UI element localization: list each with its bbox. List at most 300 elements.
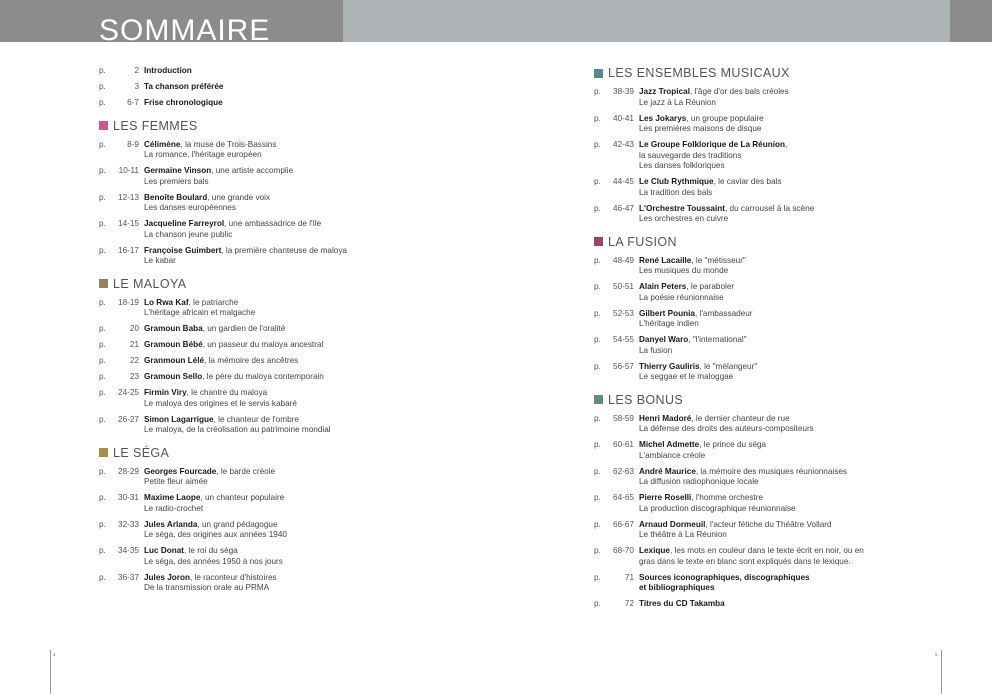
page-prefix: p. — [99, 166, 106, 175]
page-prefix: p. — [99, 466, 106, 476]
entry-description: , une ambassadrice de l'Ile — [224, 219, 322, 228]
entry-subtitle: Le kabar — [144, 256, 176, 265]
page-prefix: p. — [594, 466, 601, 476]
page-number: 6-7 — [127, 98, 139, 107]
entry-description: , du carrousel à la scène — [724, 203, 815, 213]
entry-subtitle: L'ambiance créole — [639, 450, 706, 460]
page-prefix: p. — [594, 599, 601, 608]
toc-entry-page — [99, 546, 144, 567]
page-number: 71 — [624, 572, 634, 582]
toc-entry — [99, 415, 479, 436]
page-prefix: p. — [594, 335, 601, 344]
page-number: 20 — [129, 324, 139, 333]
entry-description: , le dernier chanteur de rue — [691, 413, 790, 423]
page-prefix: p. — [99, 219, 106, 228]
toc-entry-page — [594, 573, 639, 594]
toc-entry-page — [594, 362, 639, 383]
page-number: 60-61 — [613, 440, 634, 449]
toc-entry-text — [144, 166, 479, 187]
entry-title: René Lacaille — [639, 255, 692, 265]
page-number: 18-19 — [118, 297, 139, 307]
entry-subtitle: Les orchestres en cuivre — [639, 214, 729, 223]
toc-entry-page — [594, 204, 639, 225]
entry-title: Le Club Rythmique — [639, 177, 714, 186]
entry-subtitle: Petite fleur aimée — [144, 477, 208, 486]
entry-description: , le chanteur de l'ombre — [213, 414, 299, 424]
page-prefix: p. — [99, 245, 106, 255]
section-heading-fusion: LA FUSION — [594, 235, 974, 249]
toc-entry — [594, 87, 974, 108]
page-number: 2 — [134, 66, 139, 75]
entry-title: Pierre Roselli — [639, 493, 692, 502]
toc-entry-text — [639, 520, 974, 541]
toc-entry-text — [639, 362, 974, 383]
toc-entry — [594, 177, 974, 198]
toc-entry-text — [639, 467, 974, 488]
entry-description: , le raconteur d'histoires — [189, 572, 277, 582]
entry-title: Georges Fourcade — [144, 466, 217, 476]
entry-title: Sources iconographiques, discographiques — [639, 572, 810, 582]
section-marker-icon — [594, 395, 603, 404]
entry-title: Luc Donat — [144, 546, 185, 555]
toc-entry-text — [144, 493, 479, 514]
toc-entry-text — [144, 467, 479, 488]
page-number: 32-33 — [118, 519, 139, 529]
toc-entry-text — [639, 599, 974, 610]
entry-title: Benoîte Boulard — [144, 192, 208, 202]
toc-entry-text — [639, 140, 974, 172]
page-prefix: p. — [99, 98, 106, 107]
toc-entry-page — [99, 356, 144, 367]
toc-entry — [99, 82, 479, 93]
toc-entry-text — [144, 372, 479, 383]
page-number: 42-43 — [613, 140, 634, 149]
page-prefix: p. — [594, 519, 601, 529]
entry-subtitle: Le séga, des origines aux années 1940 — [144, 530, 287, 539]
toc-entry-page — [594, 467, 639, 488]
toc-entry — [99, 493, 479, 514]
entry-description: , le chantre du maloya — [186, 388, 268, 397]
page-prefix: p. — [99, 82, 106, 91]
page-prefix: p. — [594, 87, 601, 96]
toc-entry-page — [99, 493, 144, 514]
entry-subtitle: La fusion — [639, 345, 673, 355]
toc-entry-page — [99, 467, 144, 488]
toc-entry-page — [99, 140, 144, 161]
sega-list — [99, 467, 479, 594]
entry-title: Le Groupe Folklorique de La Réunion — [639, 140, 786, 149]
toc-entry — [594, 114, 974, 135]
entry-title: André Maurice — [639, 466, 696, 476]
page-number: 40-41 — [613, 113, 634, 123]
entry-subtitle: La romance, l'héritage européen — [144, 150, 262, 159]
toc-entry-text — [144, 573, 479, 594]
section-heading-sega: LE SÉGA — [99, 446, 479, 460]
entry-title: Françoise Guimbert — [144, 245, 222, 255]
page-prefix: p. — [99, 414, 106, 424]
toc-entry-text — [639, 87, 974, 108]
toc-entry-page — [99, 246, 144, 267]
entry-description: , le "mélangeur" — [699, 361, 758, 371]
toc-entry — [594, 467, 974, 488]
toc-entry — [99, 467, 479, 488]
toc-entry-text — [639, 440, 974, 461]
toc-entry-page — [99, 415, 144, 436]
toc-entry-text — [144, 246, 479, 267]
toc-entry — [594, 546, 974, 567]
toc-entry-text — [639, 335, 974, 356]
section-marker-icon — [99, 121, 108, 130]
toc-entry — [99, 372, 479, 383]
page-number: 10-11 — [118, 166, 139, 175]
entry-description: , le paraboler — [686, 282, 735, 291]
toc-entry-page — [594, 520, 639, 541]
toc-entry-page — [99, 66, 144, 77]
entry-description: , le roi du séga — [184, 546, 238, 555]
page-prefix: p. — [99, 572, 106, 582]
page-prefix: p. — [594, 255, 601, 265]
toc-entry-text — [144, 415, 479, 436]
toc-entry-page — [99, 98, 144, 109]
toc-entry-text — [639, 493, 974, 514]
entry-subtitle: La chanson jeune public — [144, 229, 233, 239]
page-number: 14-15 — [118, 219, 139, 228]
toc-entry — [594, 362, 974, 383]
entry-subtitle: L'héritage indien — [639, 319, 699, 328]
toc-entry — [99, 193, 479, 214]
toc-entry — [99, 219, 479, 240]
entry-title: Jazz Tropical — [639, 87, 690, 96]
toc-entry — [99, 98, 479, 109]
entry-description: , l'ambassadeur — [694, 308, 753, 318]
page-number: 68-70 — [613, 546, 634, 555]
page-number: 22 — [129, 356, 139, 365]
page-number: 16-17 — [118, 245, 139, 255]
entry-title: Lexique — [639, 546, 670, 555]
toc-entry — [99, 66, 479, 77]
entry-description: , la mémoire des ancêtres — [204, 356, 299, 365]
page-prefix: p. — [99, 139, 106, 149]
toc-entry — [99, 388, 479, 409]
entry-description: , un groupe populaire — [686, 113, 764, 123]
toc-entry-text — [144, 98, 479, 109]
entry-subtitle: La poésie réunionnaise — [639, 292, 724, 302]
page-prefix: p. — [99, 388, 106, 397]
entry-subtitle: Les musiques du monde — [639, 266, 729, 275]
toc-entry-text — [639, 204, 974, 225]
entry-title: Les Jokarys — [639, 113, 687, 123]
toc-entry-text — [639, 309, 974, 330]
page-number: 46-47 — [613, 203, 634, 213]
page-prefix: p. — [99, 297, 106, 307]
toc-entry-text — [144, 219, 479, 240]
page-number: 30-31 — [118, 493, 139, 502]
toc-entry-page — [594, 282, 639, 303]
page-prefix: p. — [594, 282, 601, 291]
toc-entry-text — [144, 66, 479, 77]
page-number: 24-25 — [118, 388, 139, 397]
toc-entry-page — [99, 388, 144, 409]
toc-entry-text — [144, 324, 479, 335]
toc-entry — [594, 440, 974, 461]
toc-entry-text — [144, 340, 479, 351]
toc-entry-page — [594, 140, 639, 172]
page-number: 26-27 — [118, 414, 139, 424]
toc-entry-page — [99, 193, 144, 214]
toc-entry-text — [144, 520, 479, 541]
page-number: 36-37 — [118, 572, 139, 582]
toc-entry-text — [144, 546, 479, 567]
toc-entry-page — [99, 324, 144, 335]
toc-entry-text — [144, 140, 479, 161]
toc-column-left — [99, 66, 479, 599]
toc-entry-page — [99, 340, 144, 351]
toc-column-right — [594, 66, 974, 615]
toc-entry — [594, 414, 974, 435]
page-prefix: p. — [594, 308, 601, 318]
entry-title: Gilbert Pounia — [639, 308, 695, 318]
toc-entry-page — [99, 219, 144, 240]
toc-entry-text — [639, 114, 974, 135]
toc-entry — [594, 256, 974, 277]
entry-title: Célimène — [144, 139, 181, 149]
entry-description: , le barde créole — [216, 466, 276, 476]
page-number: 23 — [129, 372, 139, 381]
toc-entry-text — [639, 256, 974, 277]
toc-entry-page — [594, 335, 639, 356]
toc-entry-text — [639, 414, 974, 435]
entry-description: , les mots en couleur dans le texte écrit en noir, ou en — [669, 546, 864, 555]
entry-subtitle: Le maloya des origines et le servis kabaré — [144, 398, 297, 408]
toc-entry-page — [99, 82, 144, 93]
entry-subtitle: La diffusion radiophonique locale — [639, 477, 759, 486]
page-prefix: p. — [99, 372, 106, 381]
page-prefix: p. — [594, 493, 601, 502]
toc-entry — [594, 493, 974, 514]
entry-title: Jacqueline Farreyrol — [144, 219, 225, 228]
toc-entry-page — [594, 177, 639, 198]
toc-entry — [99, 298, 479, 319]
section-heading-maloya: LE MALOYA — [99, 277, 479, 291]
entry-subtitle: Les danses européennes — [144, 203, 236, 212]
page-number: 54-55 — [613, 335, 634, 344]
section-heading-bonus: LES BONUS — [594, 393, 974, 407]
entry-subtitle: Le séga, des années 1950 à nos jours — [144, 556, 283, 566]
fusion-list — [594, 256, 974, 383]
page-number: 58-59 — [613, 413, 634, 423]
entry-title: Titres du CD Takamba — [639, 599, 725, 608]
toc-entry — [99, 340, 479, 351]
page-prefix: p. — [594, 572, 601, 582]
entry-subtitle: Les premiers bals — [144, 176, 209, 186]
header-band-middle — [343, 0, 950, 42]
entry-title: Gramoun Bébé — [144, 340, 203, 349]
entry-description: , un grand pédagogue — [197, 519, 278, 529]
page-number: 3 — [134, 82, 139, 91]
entry-description: , le père du maloya contemporain — [202, 372, 324, 381]
entry-subtitle: gras dans le texte en blanc sont expliqués dans le lexique. — [639, 556, 851, 566]
page-number: 38-39 — [613, 87, 634, 96]
maloya-list — [99, 298, 479, 436]
page-number: 56-57 — [613, 361, 634, 371]
toc-entry-page — [99, 520, 144, 541]
entry-title: Thierry Gauliris — [639, 361, 700, 371]
entry-subtitle: Les danses folkloriques — [639, 161, 725, 170]
toc-entry-text — [144, 82, 479, 93]
entry-subtitle: Le jazz à La Réunion — [639, 97, 716, 107]
page-prefix: p. — [594, 203, 601, 213]
toc-entry-text — [144, 388, 479, 409]
page-number: 48-49 — [613, 255, 634, 265]
toc-entry-text — [144, 356, 479, 367]
entry-description: , le caviar des bals — [713, 177, 782, 186]
entry-title: Simon Lagarrigue — [144, 414, 214, 424]
ensembles-list — [594, 87, 974, 225]
toc-entry-page — [594, 493, 639, 514]
entry-title: Jules Joron — [144, 572, 190, 582]
entry-title: Michel Admette — [639, 440, 700, 449]
toc-entry — [99, 573, 479, 594]
toc-entry — [594, 573, 974, 594]
entry-description: , un passeur du maloya ancestral — [202, 340, 324, 349]
entry-title: Maxime Laope — [144, 493, 201, 502]
page-number: 66-67 — [613, 519, 634, 529]
page-number: 21 — [129, 340, 139, 349]
entry-title: L'Orchestre Toussaint — [639, 203, 725, 213]
entry-title: Granmoun Lélé — [144, 356, 205, 365]
toc-entry-page — [99, 573, 144, 594]
entry-title: Arnaud Dormeuil — [639, 519, 706, 529]
page-prefix: p. — [594, 361, 601, 371]
page-number-left: 4 — [53, 652, 56, 657]
page-number: 62-63 — [613, 466, 634, 476]
page-number: 12-13 — [118, 192, 139, 202]
entry-description: , le "métisseur" — [691, 255, 746, 265]
toc-entry-page — [594, 309, 639, 330]
page-number: 8-9 — [127, 139, 139, 149]
page-prefix: p. — [594, 177, 601, 186]
page-prefix: p. — [99, 356, 106, 365]
toc-entry-text — [639, 546, 974, 567]
entry-subtitle: Le théâtre à La Réunion — [639, 530, 727, 539]
toc-entry — [99, 356, 479, 367]
toc-entry — [99, 324, 479, 335]
toc-entry — [99, 546, 479, 567]
page-number: 28-29 — [118, 466, 139, 476]
entry-title: Lo Rwa Kaf — [144, 297, 189, 307]
page-prefix: p. — [99, 519, 106, 529]
section-marker-icon — [594, 237, 603, 246]
entry-description: , le prince du séga — [699, 440, 767, 449]
entry-subtitle: Les premières maisons de disque — [639, 124, 762, 133]
page-prefix: p. — [594, 113, 601, 123]
toc-entry-page — [99, 298, 144, 319]
toc-entry — [594, 204, 974, 225]
entry-description: , — [785, 140, 788, 149]
toc-entry-page — [99, 372, 144, 383]
entry-subtitle: L'héritage africain et malgache — [144, 308, 256, 317]
entry-description: , le patriarche — [188, 297, 239, 307]
entry-description: , l'âge d'or des bals créoles — [689, 87, 789, 96]
section-marker-icon — [99, 279, 108, 288]
toc-entry-page — [594, 546, 639, 567]
entry-subtitle: La tradition des bals — [639, 187, 713, 197]
entry-title: Gramoun Baba — [144, 324, 203, 333]
section-marker-icon — [99, 448, 108, 457]
entry-description: , une artiste accomplie — [211, 166, 294, 175]
intro-list — [99, 66, 479, 109]
page-prefix: p. — [99, 546, 106, 555]
entry-description: , "l'international" — [688, 335, 747, 344]
toc-entry-page — [594, 414, 639, 435]
entry-title: Frise chronologique — [144, 98, 223, 107]
page-prefix: p. — [99, 324, 106, 333]
page-prefix: p. — [594, 546, 601, 555]
entry-title: Germaine Vinson — [144, 166, 212, 175]
entry-subtitle: La défense des droits des auteurs-compositeurs — [639, 424, 814, 433]
entry-title: Henri Madoré — [639, 413, 692, 423]
header-band-right — [950, 0, 992, 42]
toc-entry-text — [639, 177, 974, 198]
entry-description: , la muse de Trois-Bassins — [180, 139, 277, 149]
toc-entry-page — [99, 166, 144, 187]
entry-subtitle: Le radio-crochet — [144, 503, 204, 513]
page-prefix: p. — [99, 340, 106, 349]
entry-title: Alain Peters — [639, 282, 687, 291]
page-title: SOMMAIRE — [99, 14, 271, 47]
page-number: 52-53 — [613, 308, 634, 318]
toc-entry-page — [594, 256, 639, 277]
entry-title: Ta chanson préférée — [144, 82, 224, 91]
page-prefix: p. — [594, 440, 601, 449]
page-number: 64-65 — [613, 493, 634, 502]
toc-entry — [99, 246, 479, 267]
entry-title: Introduction — [144, 66, 192, 75]
toc-entry-text — [639, 282, 974, 303]
margin-rule-right — [941, 650, 942, 694]
entry-description: , l'homme orchestre — [691, 493, 763, 502]
toc-entry-page — [594, 440, 639, 461]
entry-description: , une grande voix — [207, 192, 271, 202]
toc-entry-page — [594, 599, 639, 610]
section-heading-ensembles: LES ENSEMBLES MUSICAUX — [594, 66, 974, 80]
page-number: 50-51 — [613, 282, 634, 291]
section-heading-femmes: LES FEMMES — [99, 119, 479, 133]
entry-title: Jules Arlanda — [144, 519, 198, 529]
page-number: 34-35 — [118, 546, 139, 555]
entry-description: , un chanteur populaire — [200, 493, 285, 502]
toc-entry-text — [639, 573, 974, 594]
entry-description: , la mémoire des musiques réunionnaises — [695, 466, 847, 476]
toc-entry-page — [594, 114, 639, 135]
page-prefix: p. — [99, 493, 106, 502]
toc-entry-text — [144, 193, 479, 214]
entry-subtitle: De la transmission orale au PRMA — [144, 583, 270, 592]
entry-description: , un gardien de l'oralité — [202, 324, 286, 333]
section-marker-icon — [594, 69, 603, 78]
page-prefix: p. — [99, 66, 106, 75]
page-number: 44-45 — [613, 177, 634, 186]
page-number: 72 — [624, 599, 634, 608]
entry-title: Gramoun Sello — [144, 372, 203, 381]
entry-subtitle: et bibliographiques — [639, 583, 715, 592]
toc-entry — [594, 335, 974, 356]
toc-entry — [594, 309, 974, 330]
toc-entry — [594, 282, 974, 303]
entry-title: Danyel Waro — [639, 335, 689, 344]
toc-entry — [99, 140, 479, 161]
page-number-right: 5 — [935, 652, 938, 657]
